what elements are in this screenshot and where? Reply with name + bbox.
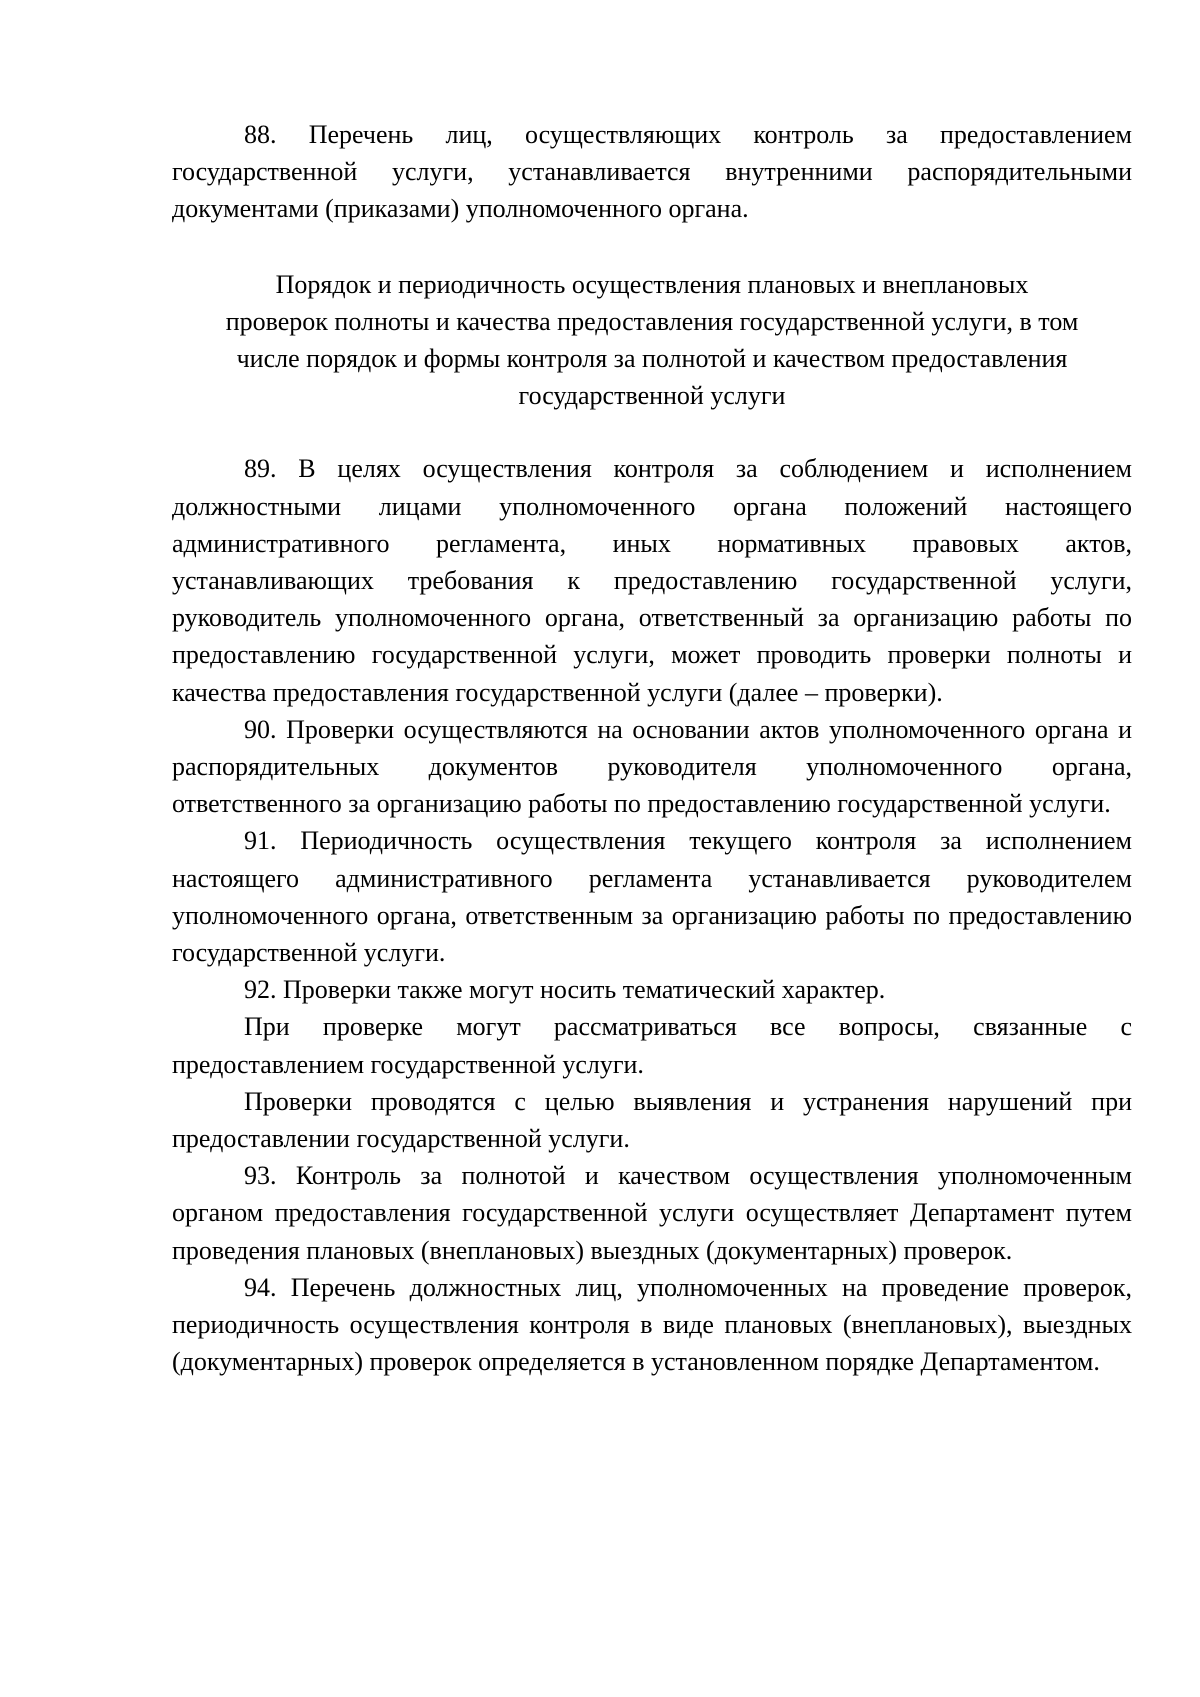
paragraph-92: 92. Проверки также могут носить тематический характер.: [244, 975, 886, 1005]
paragraph-94: 94. Перечень должностных лиц, уполномоченных на проведение проверок, периодичность осуществления контроля в виде плановых (внеплановых), выездных (документарных) проверок определяется в установленном порядке Департаментом.: [172, 1272, 1132, 1377]
paragraph-89: 89. В целях осуществления контроля за соблюдением и исполнением должностными лицами уполномоченного органа положений настоящего административного регламента, иных нормативных правовых актов, устанавливающих требования к предоставлению государственной услуги, руководитель уполномоченного органа, ответственный за организацию работы по предоставлению государственной услуги, может проводить проверки полноты и качества предоставления государственной услуги (далее – проверки).: [172, 454, 1132, 707]
paragraph-92-purpose: Проверки проводятся с целью выявления и устранения нарушений при предоставлении государственной услуги.: [172, 1086, 1132, 1154]
document-body: [172, 116, 1132, 1381]
paragraph-91: 91. Периодичность осуществления текущего контроля за исполнением настоящего административного регламента устанавливается руководителем уполномоченного органа, ответственным за организацию работы по предоставлению государственной услуги.: [172, 826, 1132, 968]
heading-line: числе порядок и формы контроля за полнотой и качеством предоставления: [236, 344, 1068, 374]
heading-line: проверок полноты и качества предоставления государственной услуги, в том: [225, 306, 1079, 336]
heading-line: Порядок и периодичность осуществления плановых и внеплановых: [275, 269, 1029, 299]
heading-line: государственной услуги: [518, 381, 786, 411]
paragraph-90: 90. Проверки осуществляются на основании актов уполномоченного органа и распорядительных документов руководителя уполномоченного органа, ответственного за организацию работы по предоставлению государственной услуги.: [172, 714, 1132, 819]
paragraph-92-scope: При проверке могут рассматриваться все вопросы, связанные с предоставлением государственной услуги.: [172, 1012, 1132, 1079]
paragraph-88: 88. Перечень лиц, осуществляющих контроль за предоставлением государственной услуги, устанавливается внутренними распорядительными документами (приказами) уполномоченного органа.: [172, 120, 1132, 224]
paragraph-93: 93. Контроль за полнотой и качеством осуществления уполномоченным органом предоставления государственной услуги осуществляет Департамент путем проведения плановых (внеплановых) выездных (документарных) проверок.: [172, 1161, 1132, 1265]
section-heading: [172, 266, 1132, 415]
